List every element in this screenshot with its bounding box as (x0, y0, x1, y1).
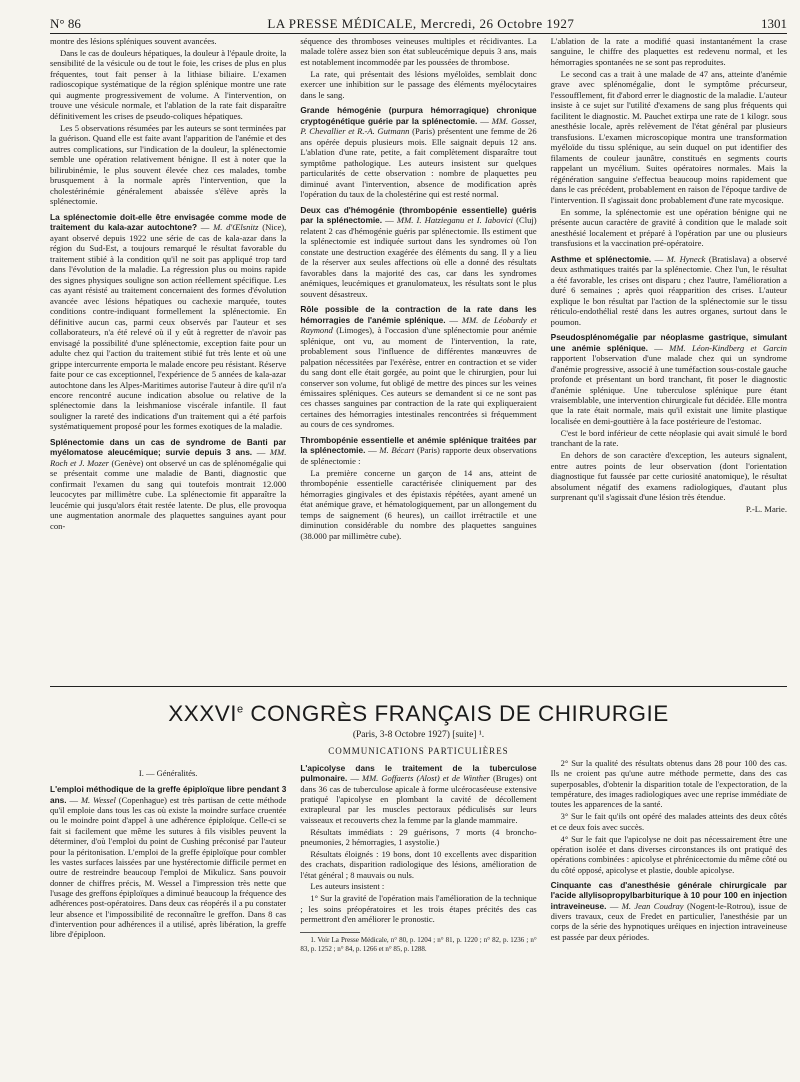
article-authors: MM. de Léobardy et Raymond (300, 314, 537, 336)
article-text: (Nice), ayant observé depuis 1922 une série de cas de kala-azar dans la région du Sud-Est, a toujours remarqué le résultat favorable du traitement stibié à la condition qu'il ne soit pas appliqué trop tard dans l'évolution de la maladie. La régression plus ou moins rapide des signes physiques souligne son action réellement spécifique. Les cas ayant résisté au traitement concernaient des formes d'évolution avancée avec lésions hépatiques ou cachexie marquée, toutes conditions contre-indiquant formellement la splénectomie. En définitive aucun cas, parmi ceux observés par l'auteur et ses collaborateurs, n'a été relevé où il y eût à regretter de n'avoir pas envisagé la possibilité d'une splénectomie, exception faite pour un adulte chez qui l'action du traitement stibié fut très lente et où une grippe intercurrente emporta le malade encore peu résistant. Réserve faite pour ce cas exceptionnel, l'expérience de 5 années de kala-azar autochtone dans les Alpes-Maritimes autorise l'auteur à dire qu'il n'a encore rencontré aucune indication absolue ou relative de la splénectomie dans la leishmaniose viscérale infantile. Il faut souligner la rareté des indications d'un traitement qui a été parfois systématiquement proposé pour les formes exotiques de la maladie. (50, 222, 287, 432)
paragraph: Résultats immédiats : 29 guérisons, 7 morts (4 broncho-pneumonies, 2 hémorragies, 1 asystolie.) (300, 826, 537, 848)
paragraph: Dans le cas de douleurs hépatiques, la douleur à l'épaule droite, la sensibilité de la vésicule ou de tout le foie, les crises de plus en plus fréquentes, tout fait penser à la lithiase biliaire. L'examen radioscopique systématique de la région splénique montre une rate qui augmente progressivement de volume. A l'intervention, on trouve une vésicule normale, et l'ablation de la rate fait disparaître définitivement les crises de pseudo-coliques hépatiques. (50, 47, 287, 121)
article-paragraph: La splénectomie doit-elle être envisagée comme mode de traitement du kala-azar autochtone? — M. d'Œlsnitz (Nice), ayant observé depuis 1922 une série de cas de kala-azar dans la région du Sud-Est, a toujours remarqué le résultat favorable du traitement stibié à la condition qu'il ne soit pas appliqué trop tard dans l'évolution de la maladie. La régression plus ou moins rapide des signes physiques souligne son action réellement spécifique. Les cas ayant résisté au traitement concernaient des formes d'évolution avancée avec lésions hépatiques ou cachexie marquée, toutes conditions contre-indiquant formellement la splénectomie. En définitive aucun cas, parmi ceux observés par l'auteur et ses collaborateurs, n'a été relevé où il y eût à regretter de n'avoir pas envisagé la possibilité d'une splénectomie, exception faite pour un adulte chez qui l'action du traitement stibié fut très lente et où une grippe intercurrente emporta le malade encore peu résistant. Réserve faite pour ce cas exceptionnel, l'expérience de 5 années de kala-azar autochtone dans les Alpes-Maritimes autorise l'auteur à dire qu'il n'a encore rencontré aucune indication absolue ou relative de la splénectomie dans la leishmaniose viscérale infantile. Il faut souligner la rareté des indications d'un traitement qui a été parfois systématiquement proposé pour les formes exotiques de la maladie. (50, 211, 287, 432)
footnote-rule (300, 932, 360, 933)
article-authors: MM. Gosset, P. Chevallier et R.-A. Gutmann (300, 115, 537, 137)
article-rubric: Pseudosplénomégalie par néoplasme gastrique, simulant une anémie splénique. (550, 332, 787, 353)
article-text: (Bratislava) a observé deux asthmatiques traités par la splénectomie. Chez l'un, le résultat a été favorable, les crises ont disparu ; chez l'autre, l'amélioration a duré 6 semaines ; après quoi réapparition des crises. L'auteur explique le bon résultat par l'action de la splénectomie sur le tissu réticulo-endothélial resté dans les autres organes, surtout dans le poumon. (550, 253, 787, 327)
column-3 (551, 36, 787, 686)
section-divider (50, 686, 787, 687)
article-text: (Limoges), à l'occasion d'une splénectomie pour anémie splénique, ont vu, au moment de l'intervention, la rate, probablement sous l'influence de différentes manœuvres de palpation nécessitées par l'exérèse, entrer en contraction et se vider du sang dont elle était gorgée, au point que le chirurgien, pour lui conserver son volume, fut obligé de mettre des pinces sur les veines émissaires spléniques. Ces auteurs se demandent si ce ne sont pas ces chasses sanguines par contraction de la rate qui expliqueraient certaines des hémorragies intestinales rencontrées si fréquemment au cours de ces syndromes. (300, 325, 537, 430)
paragraph: 4° Sur le fait que l'apicolyse ne doit pas nécessairement être une opération isolée et dans diverses circonstances ils ont pratiqué des opérations combinées : apicolyse et phrénicectomie du même côté ou du côté opposé, apicolyse et plastie, double apicolyse. (550, 833, 787, 875)
article-rubric: Deux cas d'hémogénie (thrombopénie essentielle) guéris par la splénectomie. (300, 204, 537, 226)
article-rubric: Rôle possible de la contraction de la rate dans les hémorragies de l'anémie splénique. (300, 304, 537, 325)
bottom-column-2 (300, 758, 536, 1082)
congress-title: XXXVIe CONGRÈS FRANÇAIS DE CHIRURGIE (168, 701, 669, 726)
paragraph: Les auteurs insistent : (310, 881, 385, 892)
article-paragraph: Deux cas d'hémogénie (thrombopénie essentielle) guéris par la splénectomie. — MM. I. Hatzieganu et I. Iabovici (Cluj) relatent 2 cas d'hémogénie guéris par splénectomie. Ils estiment que la splénectomie est indiquée surtout dans les syndromes où l'on constate une destruction exagérée des éléments du sang. Il y a lieu de la réserver aux seules affections où elle a donné des résultats favorables dans la majorité des cas, car dans les syndromes anémiques, leucémiques et granulomateux, les résultats sont le plus souvent désastreux. (300, 204, 537, 299)
paragraph: séquence des thromboses veineuses multiples et récidivantes. La malade tolère assez bien son état subleucémique depuis 3 ans, mais est notablement incommodée par les poussées de thrombose. (300, 36, 537, 67)
paragraph: La première concerne un garçon de 14 ans, atteint de thrombopénie essentielle caractérisée cliniquement par des hémorragies gingivales et des épistaxis répétées, ayant amené un état anémique grave, et hématologiquement, par un allongement du temps de saignement (6 heures), un caillot irrétractile et une diminution considérable du nombre des plaquettes sanguines (38.000 par millimètre cube). (300, 467, 537, 541)
article-paragraph: Asthme et splénectomie. — M. Hyneck (Bratislava) a observé deux asthmatiques traités par la splénectomie. Chez l'un, le résultat a été favorable, les crises ont disparu ; chez l'autre, l'amélioration a duré 6 semaines ; après quoi réapparition des crises. L'auteur explique le bon résultat par l'action de la splénectomie sur le tissu réticulo-endothélial resté dans les autres organes, surtout dans le poumon. (550, 253, 787, 327)
article-rubric: La splénectomie doit-elle être envisagée comme mode de traitement du kala-azar autochtone? (50, 211, 287, 233)
article-paragraph: Splénectomie dans un cas de syndrome de Banti par myélomatose aleucémique; survie depuis 3 ans. — MM. Roch et J. Mozer (Genève) ont observé un cas de splénomégalie qui se présentait comme une maladie de Banti, diagnostic que confirmait l'examen du sang qui toutefois montrait 12.000 leucocytes par millimètre cube. La splénectomie fit apparaître la leucémie qui jusqu'alors était restée latente. De plus, elle provoqua une augmentation anormale des plaquettes sanguines ayant pour con- (50, 436, 287, 531)
article-rubric: Cinquante cas d'anesthésie générale chirurgicale par l'acide allylisopropylbarbiturique à 10 pour 100 en injection intraveineuse. (550, 879, 787, 911)
article-paragraph: L'emploi méthodique de la greffe épiploïque libre pendant 3 ans. — M. Wessel (Copenhague) est très partisan de cette méthode qu'il emploie dans tous les cas où existe la moindre surface cruentée ou le moindre point d'appel à une adhérence épiploïque. Celle-ci se fait si facilement que même les sutures à fils visibles peuvent la déterminer, d'où l'emploi du point de Cushing préconisé par l'auteur pour la péritonisation. L'emploi de la greffe épiploïque pour combler les vastes surfaces laissées par une hystérectomie difficile permet en outre de restreindre beaucoup l'emploi de Mikulicz. Sans pouvoir donner de chiffres précis, M. Wessel a l'impression très nette que l'usage des greffons épiploïques a diminué beaucoup la fréquence des adhérences post-opératoires. Dans deux cas réopérés il a pu constater leur absence et l'impossibilité de reconnaître le greffon. Dans 8 cas d'intervention pour adhérences il a utilisé, après libération, la greffe libre d'épiploon. (50, 784, 287, 940)
article-text: (Cluj) relatent 2 cas d'hémogénie guéris par splénectomie. Ils estiment que la splénectomie est indiquée surtout dans les syndromes où l'on constate une destruction exagérée des éléments du sang. Il y a lieu de la réserver aux seules affections où elle a donné des résultats favorables dans la majorité des cas, car dans les syndromes anémiques, leucémiques et granulomateux, les résultats sont le plus souvent désastreux. (300, 215, 537, 299)
article-text: (Bruges) ont dans 36 cas de tuberculose apicale à forme ulcérocaséeuse extensive pratiqué l'apicolyse en plombant la cavité de décollement extrapleural par les muscles pectoraux pédiculisés sur leurs vaisseaux et recouverts chez la femme par la glande mammaire. (300, 773, 537, 825)
article-authors: MM. Léon-Kindberg et Garcin (669, 342, 787, 353)
issue-number: N° 86 (50, 16, 81, 31)
paragraph: 1° Sur la gravité de l'opération mais l'amélioration de la technique ; les soins préopératoires et les trois étapes précités des cas permettront d'en améliorer le pronostic. (300, 893, 537, 925)
bottom-column-3 (551, 758, 787, 1082)
article-authors: M. d'Œlsnitz (213, 222, 259, 233)
paragraph: C'est le bord inférieur de cette néoplasie qui avait simulé le bord tranchant de la rate. (550, 427, 787, 449)
article-rubric: Splénectomie dans un cas de syndrome de Banti par myélomatose aleucémique; survie depuis 3 ans. (50, 436, 287, 458)
footnote: 1. Voir La Presse Médicale, n° 80, p. 1204 ; n° 81, p. 1220 ; n° 82, p. 1236 ; n° 83, p. 1252 ; n° 84, p. 1266 et n° 85, p. 1288. (300, 936, 537, 954)
paragraph: L'ablation de la rate a modifié quasi instantanément la crase sanguine, le chiffre des plaquettes est redevenu normal, et les hémorragies spontanées ne se sont pas reproduites. (550, 36, 787, 67)
article-rubric: Asthme et splénectomie. (550, 253, 652, 264)
paragraph: En somme, la splénectomie est une opération bénigne qui ne présente aucun caractère de gravité à condition que le malade soit anesthésié localement et préparé à l'opération par une ou plusieurs transfusions et la vaccination pré-opératoire. (550, 206, 787, 249)
paragraph: Les 5 observations résumées par les auteurs se sont terminées par la guérison. Quand elle est faite avant l'apparition de l'anémie et des autres complications, sur l'indication de la douleur, la splénectomie semble une opération relativement bénigne. Il est à noter que la bilirubinémie, le plus souvent élevée chez ces malades, tombe brusquement à la normale après l'intervention, que la cholestérinémie généralement abaissée s'élève après la splénectomie. (50, 122, 287, 207)
paragraph: La rate, qui présentait des lésions myéloïdes, semblait donc exercer une inhibition sur le passage des éléments myélocytaires dans le sang. (300, 68, 537, 100)
column-2 (300, 36, 536, 686)
paragraph: 3° Sur le fait qu'ils ont opéré des malades atteints des deux côtés et ce deux fois avec succès. (550, 811, 787, 832)
top-section (50, 36, 787, 686)
article-text: (Paris) rapporte deux observations de splénectomie : (300, 445, 537, 466)
paragraph: En dehors de son caractère d'exception, les auteurs signalent, entre autres points de leur observation (dont l'orientation diagnostique fut faussée par cette curiosité anatomique), le résultat absolument négatif des examens radiologiques, d'autant plus surprenant qu'il s'agissait d'une lésion très étendue. (550, 450, 787, 503)
article-paragraph: Thrombopénie essentielle et anémie splénique traitées par la splénectomie. — M. Bécart (Paris) rapporte deux observations de splénectomie : (300, 434, 537, 466)
article-text: (Nogent-le-Rotrou), issue de divers travaux, ceux de Fredet en particulier, l'anesthésie par un corps de la série des hypnotiques uréiques en injection intraveineuse est passée par deux périodes. (550, 900, 787, 942)
article-authors: M. Wessel (80, 794, 116, 805)
article-rubric: L'emploi méthodique de la greffe épiploïque libre pendant 3 ans. (50, 784, 287, 805)
article-text: (Paris) présentent une femme de 26 ans opérée depuis plusieurs mois. Elle saignait depuis 12 ans. L'ablation d'une rate, petite, a fait complètement disparaître tout symptôme pathologique. Les auteurs insistent sur quelques particularités de cette observation : nombre de plaquettes peu diminué avant l'intervention, absence de modification après l'opération du taux de la cholestérine qui est resté normal. (300, 126, 537, 200)
article-paragraph: Rôle possible de la contraction de la rate dans les hémorragies de l'anémie splénique. — MM. de Léobardy et Raymond (Limoges), à l'occasion d'une splénectomie pour anémie splénique, ont vu, au moment de l'intervention, la rate, probablement sous l'influence de différentes manœuvres de palpation nécessitées par l'exérèse, entrer en contraction et se vider du sang dont elle était gorgée, au point que le chirurgien, pour lui conserver son volume, fut obligé de mettre des pinces sur les veines émissaires spléniques. Ces auteurs se demandent si ce ne sont pas ces chasses sanguines par contraction de la rate qui expliqueraient certaines des hémorragies intestinales rencontrées si fréquemment au cours de ces syndromes. (300, 304, 537, 430)
article-rubric: Grande hémogénie (purpura hémorragique) chronique cryptogénétique guérie par la splénectomie. (300, 105, 537, 126)
article-authors: MM. I. Hatzieganu et I. Iabovici (396, 215, 513, 226)
article-authors: M. Hyneck (666, 253, 706, 264)
article-authors: M. Jean Coudray (621, 900, 684, 911)
article-rubric: Thrombopénie essentielle et anémie splénique traitées par la splénectomie. (300, 434, 537, 456)
article-text: rapportent l'observation d'une malade chez qui un syndrome d'anémie progressive, associé à une tuméfaction sous-costale gauche profonde et présentant un bord tranchant, fit poser le diagnostic d'anémie splénique. Une tuberculose splénique pure étant vraisemblable, une intervention chirurgicale fut décidée. Elle montra que la rate était normale, mais qu'il existait une limite plastique localisée en demi-gouttière à la face postérieure de l'estomac. (550, 353, 787, 426)
paragraph: Résultats éloignés : 19 bons, dont 10 excellents avec disparition des crachats, disparition radiologique des lésions, amélioration de l'état général ; 8 mauvais ou nuls. (300, 848, 537, 880)
article-authors: M. Bécart (379, 445, 415, 456)
section-heading: I. — Généralités. (138, 768, 198, 778)
bottom-column-1 (50, 758, 286, 1082)
publication-title: LA PRESSE MÉDICALE, Mercredi, 26 Octobre 1927 (267, 16, 575, 31)
communications-heading: COMMUNICATIONS PARTICULIÈRES (328, 746, 509, 756)
article-paragraph: Pseudosplénomégalie par néoplasme gastrique, simulant une anémie splénique. — MM. Léon-Kindberg et Garcin rapportent l'observation d'une malade chez qui un syndrome d'anémie progressive, associé à une tuméfaction sous-costale gauche profonde et présentant un bord tranchant, fit poser le diagnostic d'anémie splénique. Une tuberculose splénique pure étant vraisemblable, une intervention chirurgicale fut décidée. Elle montra que la rate était normale, mais qu'il existait une limite plastique localisée en demi-gouttière à la face postérieure de l'estomac. (550, 332, 787, 426)
paragraph: 2° Sur la qualité des résultats obtenus dans 28 pour 100 des cas. Ils ne croient pas qu'une autre méthode permette, dans des cas superposables, d'obtenir la disparition totale de l'expectoration, de la température, des images radiologiques avec une reprise immédiate de toutes les apparences de la santé. (550, 758, 787, 810)
paragraph: montre des lésions spléniques souvent avancées. (50, 36, 217, 46)
signature: P.-L. Marie. (745, 504, 787, 515)
article-rubric: L'apicolyse dans le traitement de la tuberculose pulmonaire. (300, 763, 537, 784)
article-authors: MM. Goffaerts (Alost) et de Winther (362, 773, 490, 784)
paragraph: Le second cas a trait à une malade de 47 ans, atteinte d'anémie grave avec splénomégalie, dont le symptôme précurseur, l'essoufflement, fit d'abord errer le diagnostic de la maladie. L'auteur insiste à ce sujet sur l'utilité d'examens de sang plus fréquents qui facilitent le diagnostic. M. Pauchet extirpa une rate de 1 kilogr. sous anesthésie locale, après relèvement de l'état général par plusieurs transfusions. L'examen microscopique montra une transformation myéloïde du tissu splénique, au sein duquel on put identifier des filaments de couleur jaunâtre, constitués en segments courts rappelant un mycélium. Suites opératoires normales. Mais la régénération sanguine s'effectua beaucoup moins rapidement que dans le cas précédent, probablement en raison de l'époque tardive de l'intervention. Il s'agissait donc probablement d'une rate mycosique. (550, 68, 787, 205)
article-paragraph: L'apicolyse dans le traitement de la tuberculose pulmonaire. — MM. Goffaerts (Alost) et de Winther (Bruges) ont dans 36 cas de tuberculose apicale à forme ulcérocaséeuse extensive pratiqué l'apicolyse en plombant la cavité de décollement extrapleural par les muscles pectoraux pédiculisés sur leurs vaisseaux et recouverts chez la femme par la glande mammaire. (300, 763, 537, 825)
page-header (50, 0, 787, 34)
article-text: (Copenhague) est très partisan de cette méthode qu'il emploie dans tous les cas où existe la moindre surface cruentée ou le moindre point d'appel à une adhérence épiploïque. Celle-ci se fait si facilement que même les sutures à fils visibles peuvent la déterminer, d'où l'emploi du point de Cushing préconisé par l'auteur pour la péritonisation. L'emploi de la greffe épiploïque pour combler les vastes surfaces laissées par une hystérectomie difficile permet en outre de restreindre beaucoup l'emploi de Mikulicz. Sans pouvoir donner de chiffres précis, M. Wessel a l'impression très nette que l'usage des greffons épiploïques a diminué beaucoup la fréquence des adhérences post-opératoires. Dans deux cas réopérés il a pu constater leur absence et l'impossibilité de reconnaître le greffon. Dans 8 cas d'intervention pour adhérences il a utilisé, après libération, la greffe libre d'épiploon. (50, 794, 287, 940)
article-paragraph: Cinquante cas d'anesthésie générale chirurgicale par l'acide allylisopropylbarbiturique à 10 pour 100 en injection intraveineuse. — M. Jean Coudray (Nogent-le-Rotrou), issue de divers travaux, ceux de Fredet en particulier, l'anesthésie par un corps de la série des hypnotiques uréiques en injection intraveineuse est passée par deux périodes. (550, 879, 787, 942)
article-text: (Genève) ont observé un cas de splénomégalie qui se présentait comme une maladie de Banti, diagnostic que confirmait l'examen du sang qui toutefois montrait 12.000 leucocytes par millimètre cube. La splénectomie fit apparaître la leucémie qui jusqu'alors était restée latente. De plus, elle provoqua une augmentation anormale des plaquettes sanguines ayant pour con- (50, 457, 287, 531)
article-paragraph: Grande hémogénie (purpura hémorragique) chronique cryptogénétique guérie par la splénectomie. — MM. Gosset, P. Chevallier et R.-A. Gutmann (Paris) présentent une femme de 26 ans opérée depuis plusieurs mois. Elle saignait depuis 12 ans. L'ablation d'une rate, petite, a fait complètement disparaître tout symptôme pathologique. Les auteurs insistent sur quelques particularités de cette observation : nombre de plaquettes peu diminué avant l'intervention, absence de modification après l'opération du taux de la cholestérine qui est resté normal. (300, 105, 537, 200)
page-number: 1301 (761, 16, 787, 31)
article-authors: MM. Roch et J. Mozer (50, 447, 287, 468)
column-1 (50, 36, 286, 686)
bottom-section (50, 758, 787, 1082)
congress-subtitle: (Paris, 3-8 Octobre 1927) [suite] ¹. (352, 730, 485, 740)
